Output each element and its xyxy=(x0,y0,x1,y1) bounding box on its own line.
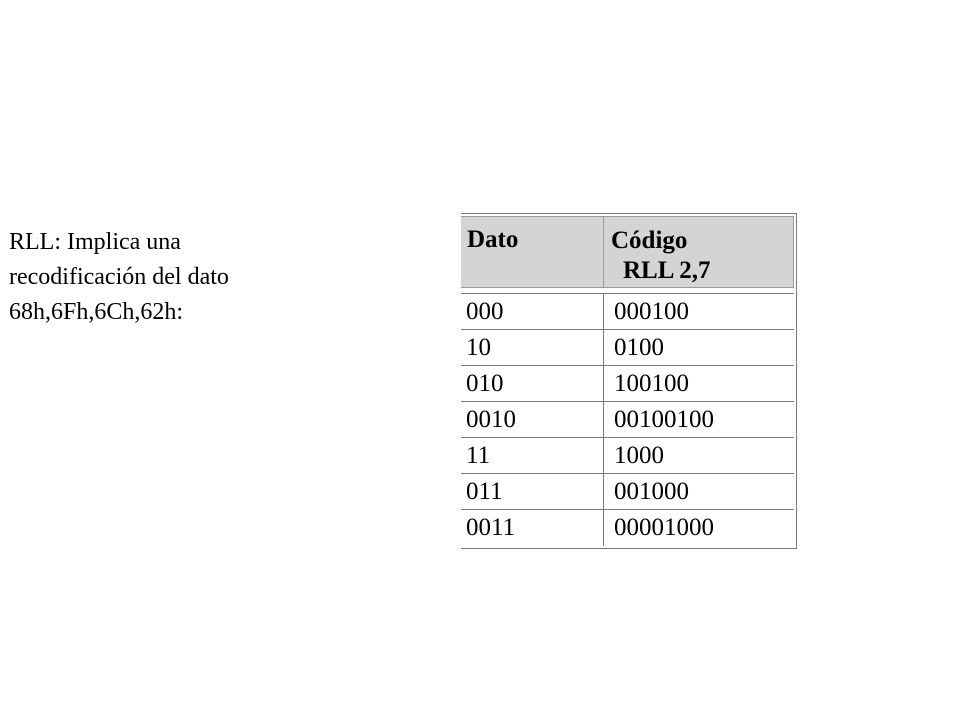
header-dato: Dato xyxy=(461,217,604,287)
table-row xyxy=(461,438,794,474)
cell-codigo: 001000 xyxy=(614,478,689,505)
intro-line-2: recodificación del dato xyxy=(9,264,229,290)
cell-codigo: 00001000 xyxy=(614,514,714,541)
cell-dato: 0010 xyxy=(461,402,604,437)
cell-codigo: 0100 xyxy=(614,334,664,361)
table-row xyxy=(461,294,794,330)
rll-code-table xyxy=(461,213,797,549)
table-body xyxy=(461,293,794,546)
table-row xyxy=(461,366,794,402)
table-row xyxy=(461,510,794,546)
cell-dato: 11 xyxy=(461,438,604,473)
table-row xyxy=(461,402,794,438)
cell-dato: 000 xyxy=(461,294,604,329)
cell-codigo: 000100 xyxy=(614,298,689,325)
table-header xyxy=(461,216,794,288)
cell-codigo: 100100 xyxy=(614,370,689,397)
intro-text xyxy=(9,225,339,330)
header-codigo-label: Código xyxy=(611,227,688,254)
table-row xyxy=(461,330,794,366)
cell-dato: 10 xyxy=(461,330,604,365)
intro-line-1: RLL: Implica una xyxy=(9,229,181,255)
cell-codigo: 1000 xyxy=(614,442,664,469)
intro-line-3: 68h,6Fh,6Ch,62h: xyxy=(9,299,184,325)
cell-dato: 011 xyxy=(461,474,604,509)
header-codigo xyxy=(604,217,793,287)
header-codigo-sub: RLL 2,7 xyxy=(623,257,711,284)
cell-codigo: 00100100 xyxy=(614,406,714,433)
table-row xyxy=(461,474,794,510)
cell-dato: 0011 xyxy=(461,510,604,546)
cell-dato: 010 xyxy=(461,366,604,401)
